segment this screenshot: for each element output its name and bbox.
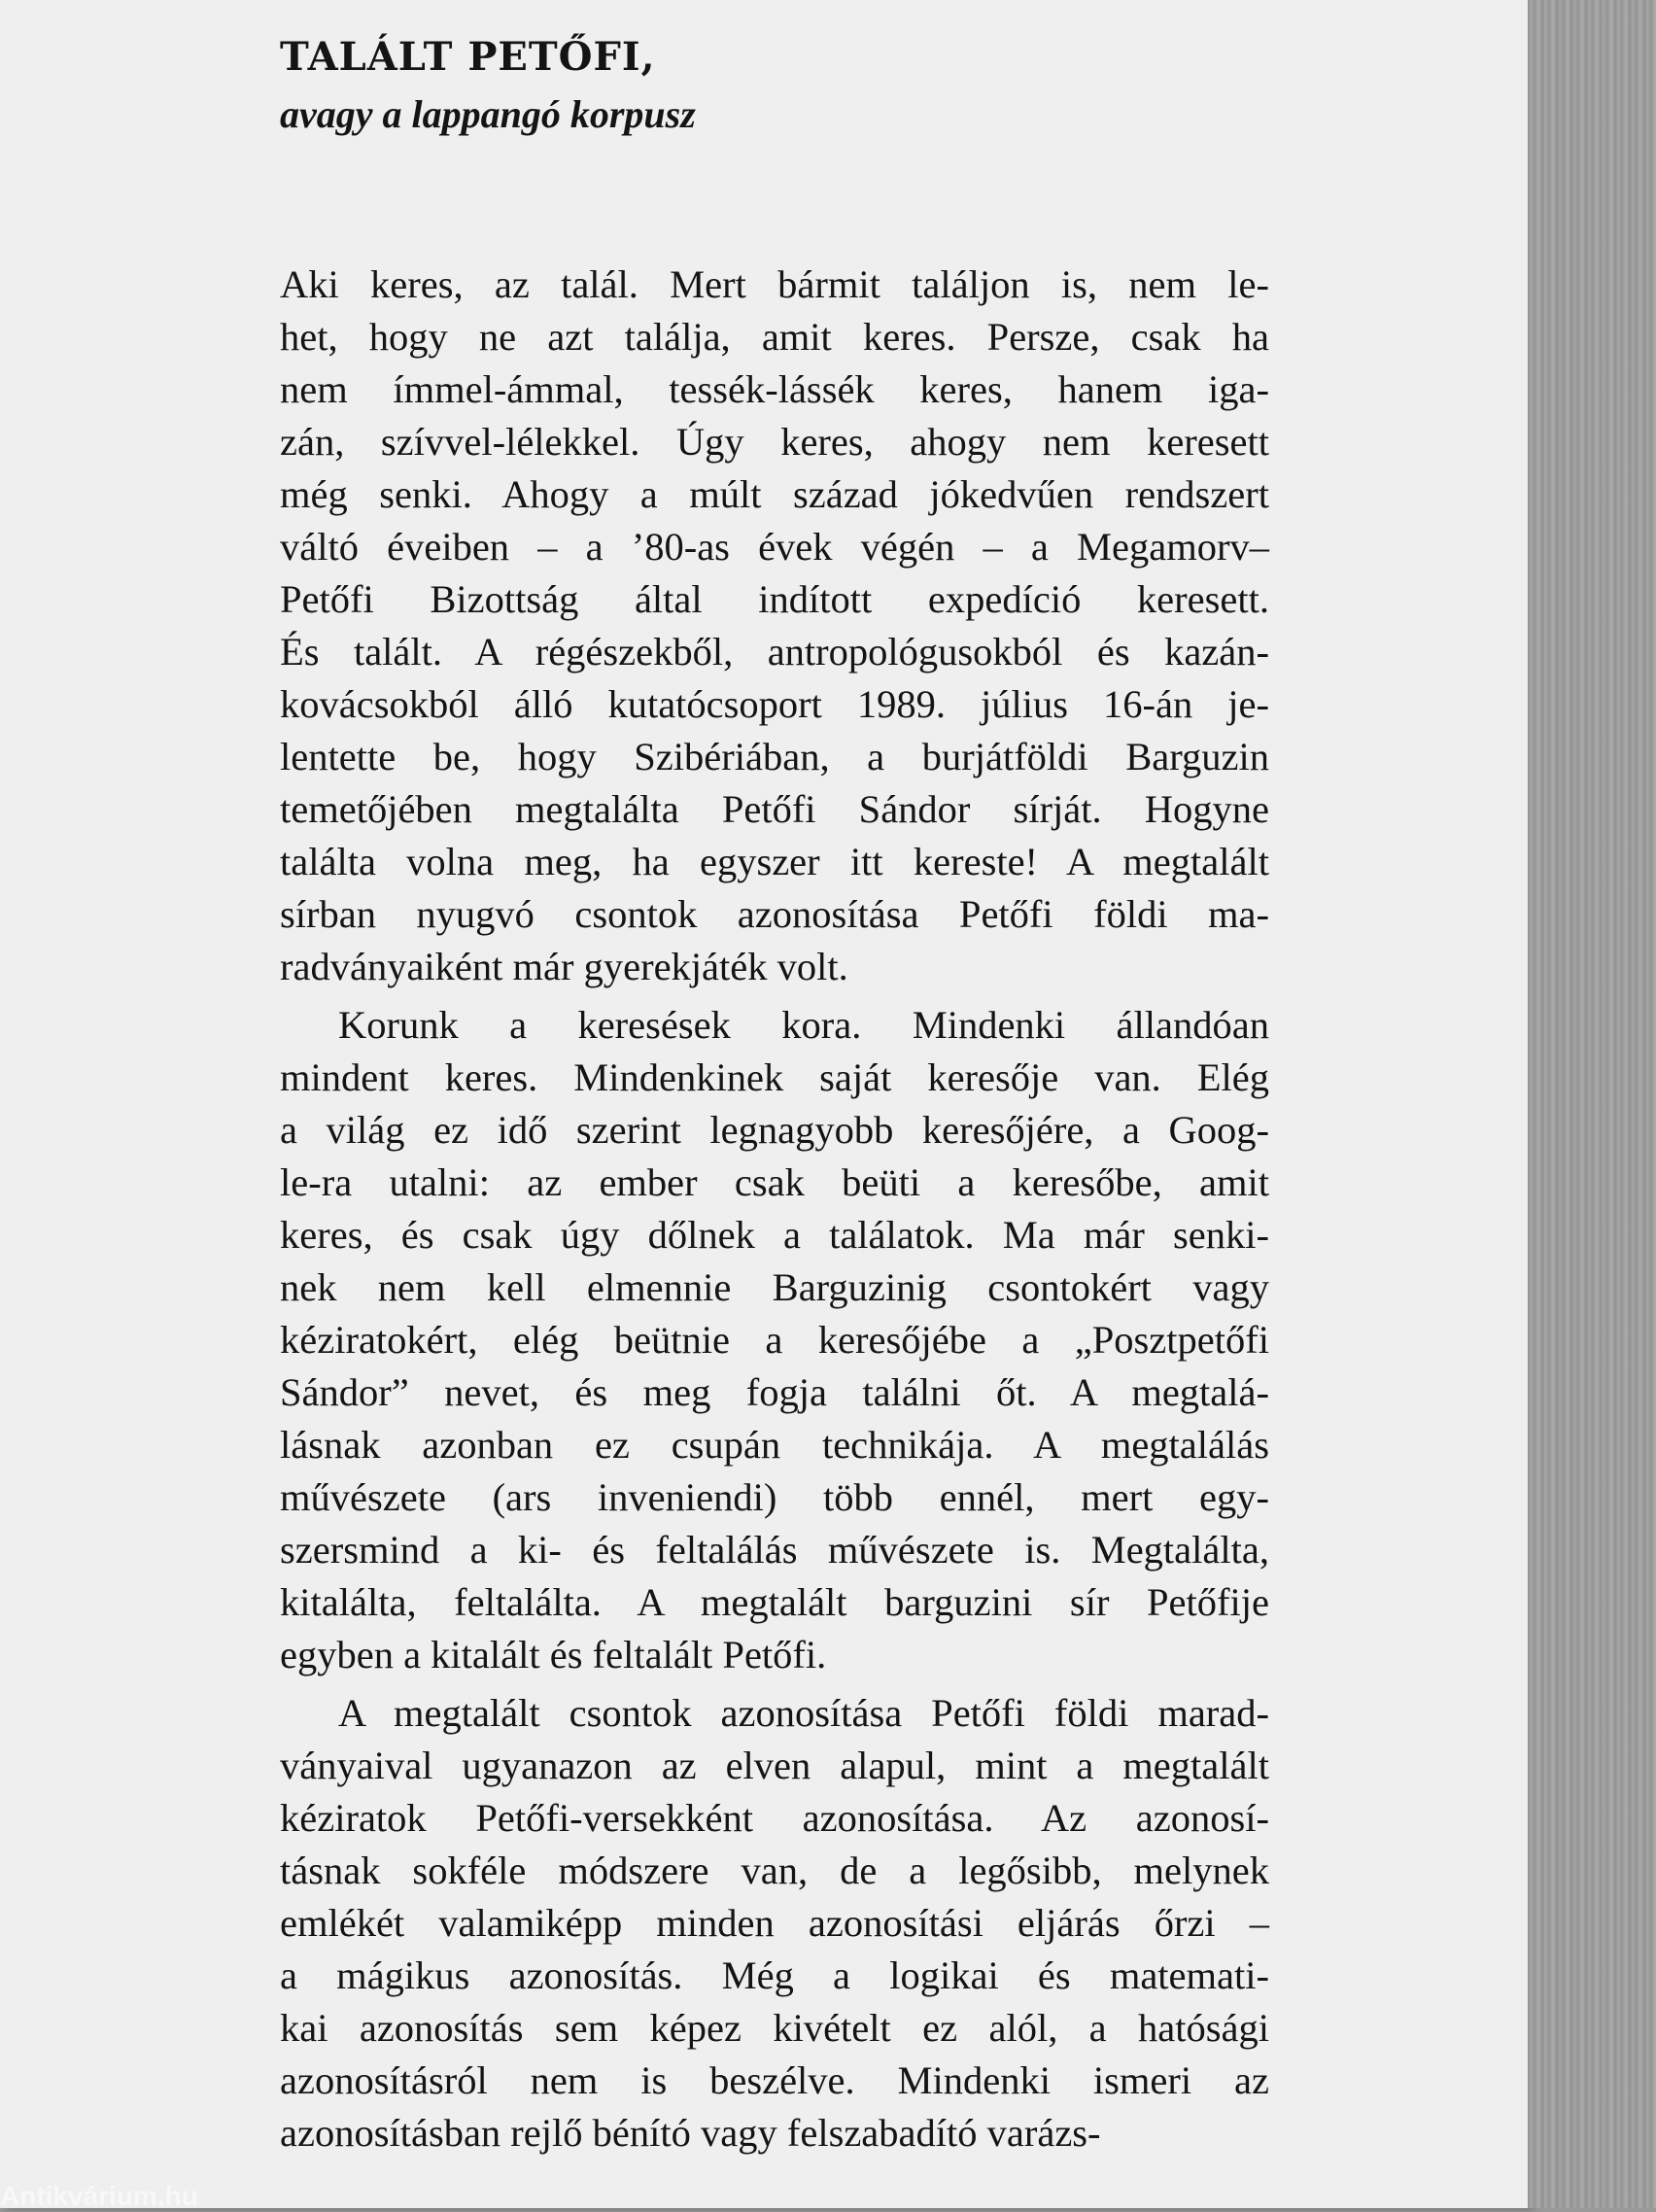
text-line: a mágikus azonosítás. Még a logikai és matemati- — [280, 1953, 1269, 1997]
text-line: még senki. Ahogy a múlt század jókedvűen rendszert — [280, 472, 1269, 516]
text-line: szersmind a ki- és feltalálás művészete is. Megtalálta, — [280, 1528, 1269, 1572]
text-line: A megtalált csontok azonosítása Petőfi földi marad- — [338, 1691, 1269, 1735]
text-line: lentette be, hogy Szibériában, a burjátföldi Barguzin — [280, 735, 1269, 778]
text-line: lásnak azonban ez csupán technikája. A megtalálás — [280, 1423, 1269, 1467]
text-line: művészete (ars inveniendi) több ennél, mert egy- — [280, 1475, 1269, 1519]
text-line: emlékét valamiképp minden azonosítási eljárás őrzi – — [280, 1901, 1269, 1945]
text-line: kai azonosítás sem képez kivételt ez alól, a hatósági — [280, 2006, 1269, 2050]
text-line: Aki keres, az talál. Mert bármit találjon is, nem le- — [280, 262, 1269, 306]
text-line: sírban nyugvó csontok azonosítása Petőfi földi ma- — [280, 892, 1269, 936]
text-line: het, hogy ne azt találja, amit keres. Persze, csak ha — [280, 315, 1269, 359]
paragraph-2 — [280, 999, 1269, 1681]
text-line: Korunk a keresések kora. Mindenki állandóan — [338, 1003, 1269, 1047]
text-line: tásnak sokféle módszere van, de a legősibb, melynek — [280, 1849, 1269, 1892]
text-line: kitalálta, feltalálta. A megtalált barguzini sír Petőfije — [280, 1580, 1269, 1624]
text-line: azonosításról nem is beszélve. Mindenki ismeri az — [280, 2058, 1269, 2102]
text-line: Sándor” nevet, és meg fogja találni őt. A megtalá- — [280, 1370, 1269, 1414]
text-line: mindent keres. Mindenkinek saját keresője van. Elég — [280, 1055, 1269, 1099]
text-line: azonosításban rejlő bénító vagy felszabadító varázs- — [280, 2111, 1101, 2155]
text-line: váltó éveiben – a ’80-as évek végén – a Megamorv– — [280, 525, 1269, 569]
text-line: találta volna meg, ha egyszer itt kereste! A megtalált — [280, 840, 1269, 883]
text-line: keres, és csak úgy dőlnek a találatok. Ma már senki- — [280, 1213, 1269, 1257]
text-line: nem ímmel-ámmal, tessék-lássék keres, hanem iga- — [280, 367, 1269, 411]
text-line: zán, szívvel-lélekkel. Úgy keres, ahogy nem keresett — [280, 420, 1269, 464]
text-line: le-ra utalni: az ember csak beüti a keresőbe, amit — [280, 1160, 1269, 1204]
text-line: ványaival ugyanazon az elven alapul, mint a megtalált — [280, 1744, 1269, 1787]
background-surface — [1528, 0, 1656, 2208]
text-line: kovácsokból álló kutatócsoport 1989. július 16-án je- — [280, 682, 1269, 726]
text-line: Petőfi Bizottság által indított expedíció keresett. — [280, 577, 1269, 621]
text-line: kéziratok Petőfi-versekként azonosítása. Az azonosí- — [280, 1796, 1269, 1840]
text-line: egyben a kitalált és feltalált Petőfi. — [280, 1633, 827, 1676]
page-text — [280, 29, 1269, 2160]
text-line: nek nem kell elmennie Barguzinig csontokért vagy — [280, 1265, 1269, 1309]
text-line: temetőjében megtalálta Petőfi Sándor sírját. Hogyne — [280, 787, 1269, 831]
watermark: Antikvárium.hu — [0, 2181, 198, 2211]
text-line: És talált. A régészekből, antropológusokból és kazán- — [280, 630, 1269, 674]
chapter-subtitle: avagy a lappangó korpusz — [280, 92, 696, 136]
paragraph-1 — [280, 259, 1269, 993]
body-text — [280, 259, 1269, 2160]
text-line: radványaiként már gyerekjáték volt. — [280, 945, 848, 988]
chapter-title: TALÁLT PETŐFI, — [280, 34, 656, 80]
paragraph-3 — [280, 1687, 1269, 2160]
text-line: kéziratokért, elég beütnie a keresőjébe a „Posztpetőfi — [280, 1318, 1269, 1362]
text-line: a világ ez idő szerint legnagyobb keresőjére, a Goog- — [280, 1108, 1269, 1152]
